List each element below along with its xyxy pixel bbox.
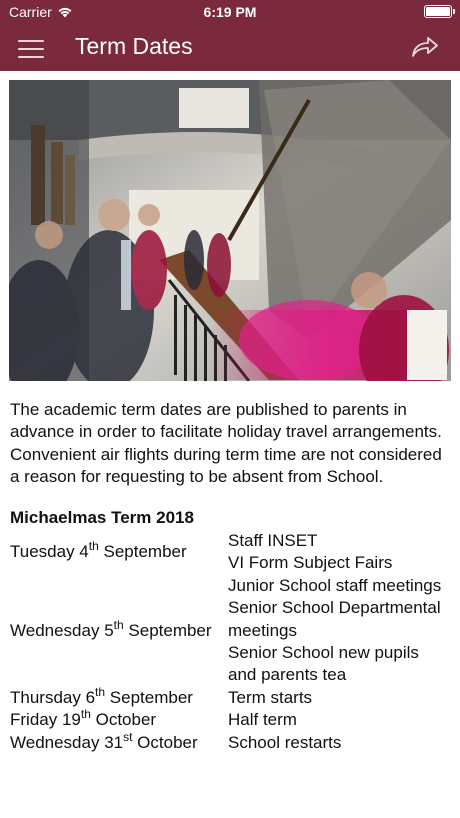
term-row [10,709,450,731]
hamburger-menu-icon-bar [18,48,44,50]
term-row-event: Term starts [228,687,313,707]
app-header [0,0,460,71]
date-ordinal-suffix: st [123,729,133,744]
term-row [10,530,450,552]
status-time: 6:19 PM [203,4,257,20]
term-row-date [10,575,227,687]
menu-button[interactable] [18,34,50,64]
hero-image-staircase [9,80,451,381]
hamburger-menu-icon-bar [18,40,44,42]
date-ordinal-suffix: th [80,707,91,722]
term-row [10,575,450,597]
staircase-photo [9,80,451,381]
date-month: September [123,620,212,640]
term-row-event: Half term [228,710,297,730]
date-month: September [98,542,187,562]
term-row-event: School restarts [228,732,342,752]
term-row-event: VI Form Subject Fairs [228,553,393,573]
date-month: October [132,732,198,752]
hamburger-menu-icon-bar [18,56,44,58]
status-bar [0,0,460,24]
term-dates-content [10,399,450,754]
date-day: Friday 19 [10,710,81,730]
date-ordinal-suffix: th [88,539,99,554]
term-row-date [10,530,227,575]
battery-level [426,7,450,16]
battery-icon [424,5,452,18]
term-row-date [10,684,227,709]
term-row-event: Senior School Departmental meetings [228,598,441,640]
intro-paragraph: The academic term dates are published to parents in advance in order to facilitate holiday travel arrangements. Convenient air flights during term time are not considered a reason for requesting to be absent from School. [10,400,442,487]
term-row [10,732,450,754]
term-row-event: Junior School staff meetings [228,575,442,595]
date-ordinal-suffix: th [95,684,106,699]
term-row-date [10,729,227,754]
date-month: October [90,710,157,730]
term-row [10,687,450,709]
share-icon[interactable] [410,34,440,60]
nav-bar [0,24,460,71]
page-title: Term Dates [75,33,193,59]
term-dates-table [10,530,450,754]
date-day: Wednesday 31 [10,732,124,752]
term-row-date [10,709,227,731]
date-day: Thursday 6 [10,687,96,707]
date-ordinal-suffix: th [113,617,124,632]
term-row-event: Staff INSET [228,531,318,551]
date-day: Wednesday 5 [10,620,114,640]
date-day: Tuesday 4 [10,542,89,562]
term-heading: Michaelmas Term 2018 [10,507,194,527]
term-row-event: Senior School new pupils and parents tea [228,643,419,685]
date-month: September [105,687,193,707]
carrier-label: Carrier [9,4,52,20]
